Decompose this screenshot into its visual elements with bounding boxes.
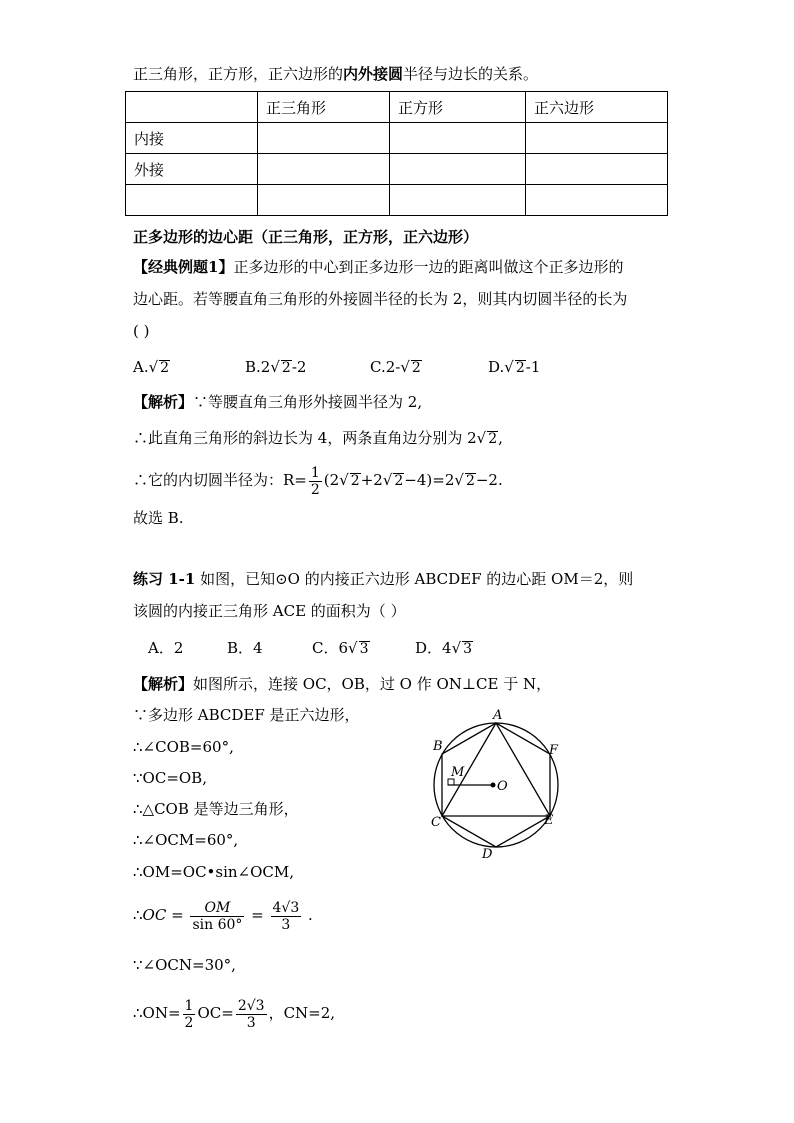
option-a: A．2 [148, 639, 184, 657]
sol2-line4: ∵OC=OB, [133, 769, 207, 787]
section-title: 正多边形的边心距（正三角形，正方形，正六边形） [133, 228, 479, 246]
fraction: $\frac{1}{2}$ [310, 464, 320, 498]
fraction: $\frac{2√3}{3}$ [237, 997, 265, 1031]
option-a: A.√ 2 [133, 358, 170, 376]
label-o: O [497, 779, 508, 794]
label-e: E [544, 813, 554, 828]
ex11-line2: 该圆的内接正三角形 ACE 的面积为（ ） [133, 602, 406, 620]
sol1-line2: ∴此直角三角形的斜边长为 4，两条直角边分别为 2√ 2, [133, 429, 503, 447]
sol2-line10: ∴ON= $\frac{1}{2}$ OC= $\frac{2√3}{3}$ ，CN=2, [133, 997, 336, 1031]
option-d: D．4√ 3 [415, 639, 473, 657]
sol1-line3: ∴它的内切圆半径为：R= $\frac{1}{2}$ (2√ 2+2√ 2−4)=2√ 2−2. [133, 464, 503, 498]
label-b: B [433, 739, 443, 754]
table-row [126, 123, 668, 154]
table-cell [390, 154, 526, 185]
label-a: A [493, 708, 503, 723]
option-d: D.√ 2-1 [488, 358, 541, 376]
table-row [126, 154, 668, 185]
fraction: $\frac{4√3}{3}$ [272, 899, 300, 933]
option-b: B．4 [227, 639, 263, 657]
table-cell: 正方形 [390, 92, 526, 123]
example1-line3: ( ) [133, 322, 150, 340]
table-cell [390, 123, 526, 154]
center-point [491, 783, 496, 788]
table-cell [258, 185, 390, 216]
intro-text: 正三角形，正方形，正六边形的内外接圆半径与边长的关系。 [133, 65, 539, 83]
table-cell [258, 154, 390, 185]
table-cell [390, 185, 526, 216]
sol2-line9: ∵∠OCN=30°, [133, 956, 236, 974]
option-c: C．6√ 3 [312, 639, 369, 657]
sol2-line2: ∵多边形 ABCDEF 是正六边形， [133, 706, 360, 724]
table-cell: 正三角形 [258, 92, 390, 123]
table-row [126, 92, 668, 123]
sol1-line4: 故选 B. [133, 509, 184, 527]
label-f: F [549, 743, 559, 758]
sol2-line8: ∴OC = $\frac{OM}{\sin 60^\circ}$ = $\frac{4√3}{3}$ . [133, 899, 313, 933]
example1-line2: 边心距。若等腰直角三角形的外接圆半径的长为 2，则其内切圆半径的长为 [133, 290, 628, 308]
example1-line1: 【经典例题1】正多边形的中心到正多边形一边的距离叫做这个正多边形的 [133, 258, 624, 276]
label-c: C [431, 815, 441, 830]
table-cell: 正六边形 [526, 92, 668, 123]
table-cell [126, 185, 258, 216]
table-cell [526, 185, 668, 216]
option-c: C.2-√ 2 [370, 358, 421, 376]
fraction: $\frac{1}{2}$ [184, 997, 194, 1031]
sol2-line1: 【解析】如图所示，连接 OC，OB，过 O 作 ON⊥CE 于 N， [133, 675, 552, 693]
table-cell [258, 123, 390, 154]
sol2-line6: ∴∠OCM=60°, [133, 831, 239, 849]
ex11-line1: 练习 1-1 如图，已知⊙O 的内接正六边形 ABCDEF 的边心距 OM＝2，则 [133, 570, 634, 588]
table-cell: 外接 [126, 154, 258, 185]
label-m: M [451, 765, 465, 780]
sol2-line5: ∴△COB 是等边三角形， [133, 800, 299, 818]
sol1-line1: 【解析】∵等腰直角三角形外接圆半径为 2, [133, 393, 423, 411]
option-b: B.2√ 2-2 [245, 358, 307, 376]
table-cell [526, 154, 668, 185]
table-cell [126, 92, 258, 123]
label-d: D [482, 847, 493, 862]
fraction: $\frac{OM}{\sin 60^\circ}$ [192, 899, 243, 933]
table-cell: 内接 [126, 123, 258, 154]
relation-table [125, 91, 668, 216]
table-cell [526, 123, 668, 154]
table-row [126, 185, 668, 216]
sol2-line7: ∴OM=OC•sin∠OCM, [133, 863, 295, 881]
hexagon-figure [420, 705, 580, 865]
sol2-line3: ∴∠COB=60°, [133, 738, 234, 756]
